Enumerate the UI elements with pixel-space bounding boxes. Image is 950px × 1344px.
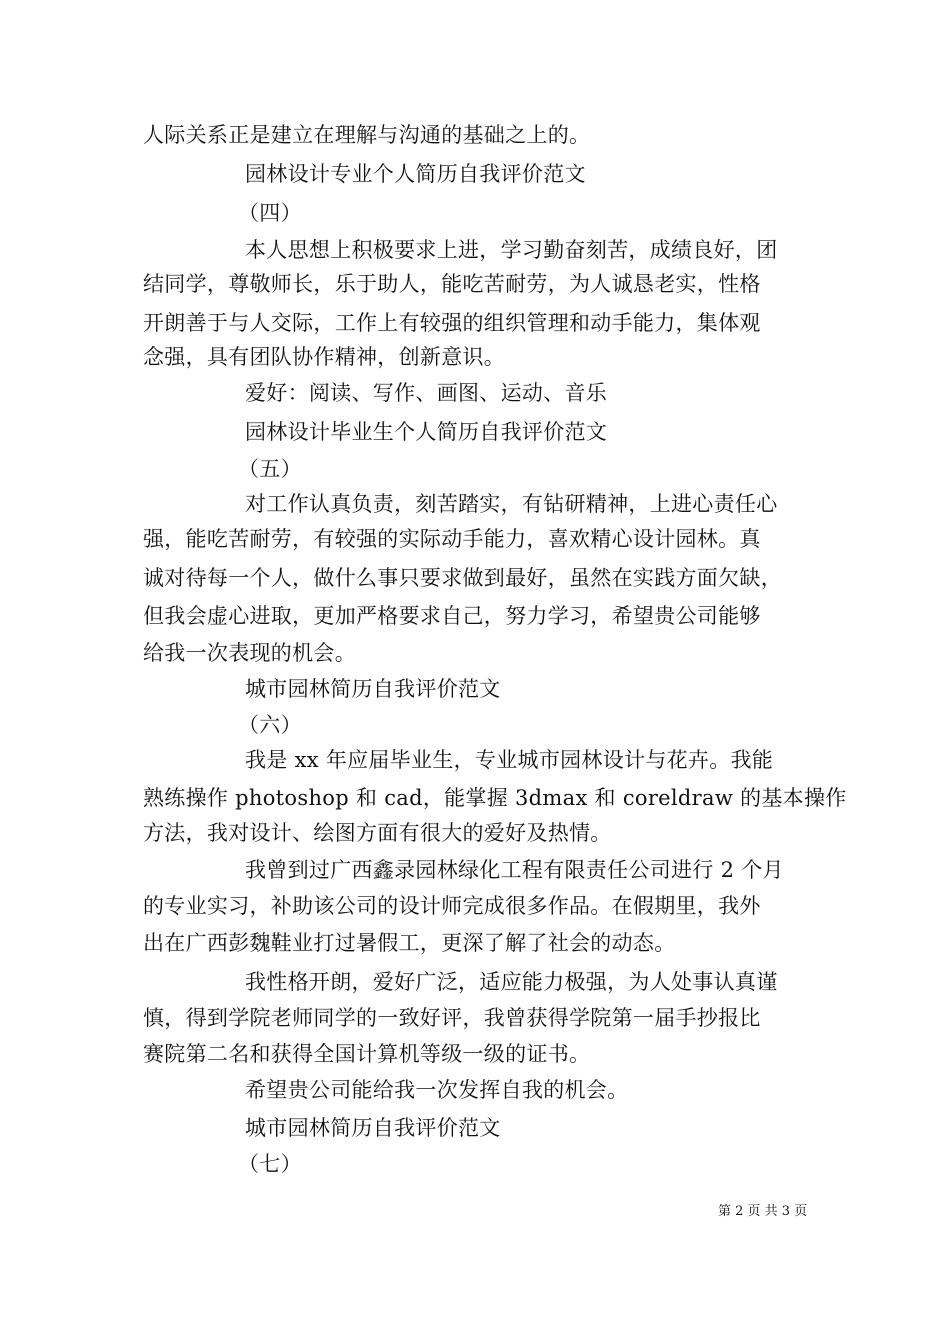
- page-footer: 第 2 页 共 3 页: [718, 1204, 808, 1219]
- text-line: 人际关系正是建立在理解与沟通的基础之上的。: [143, 123, 591, 147]
- text-line: 我性格开朗，爱好广泛，适应能力极强，为人处事认真谨: [245, 970, 778, 994]
- section-number: （四）: [238, 201, 302, 225]
- text-line: 赛院第二名和获得全国计算机等级一级的证书。: [143, 1042, 591, 1066]
- text-line: 希望贵公司能给我一次发挥自我的机会。: [245, 1078, 629, 1102]
- section-number: （五）: [238, 457, 302, 481]
- section-number: （六）: [238, 713, 302, 737]
- text-line: 慎，得到学院老师同学的一致好评，我曾获得学院第一届手抄报比: [143, 1006, 761, 1030]
- text-line: 对工作认真负责，刻苦踏实，有钻研精神，上进心责任心: [245, 492, 778, 516]
- text-line: 的专业实习，补助该公司的设计师完成很多作品。在假期里，我外: [143, 894, 761, 918]
- text-line: 强，能吃苦耐劳，有较强的实际动手能力，喜欢精心设计园林。真: [143, 527, 761, 551]
- text-line: 开朗善于与人交际，工作上有较强的组织管理和动手能力，集体观: [143, 311, 761, 335]
- section-heading: 园林设计专业个人简历自我评价范文: [245, 162, 586, 186]
- text-line: 我是 xx 年应届毕业生，专业城市园林设计与花卉。我能: [245, 748, 774, 772]
- text-line: 结同学，尊敬师长，乐于助人，能吃苦耐劳，为人诚恳老实，性格: [143, 272, 761, 296]
- text-line: 念强，具有团队协作精神，创新意识。: [143, 345, 506, 369]
- section-heading: 城市园林简历自我评价范文: [245, 677, 501, 701]
- text-line: 我曾到过广西鑫录园林绿化工程有限责任公司进行 2 个月: [245, 858, 784, 882]
- text-line: 本人思想上积极要求上进，学习勤奋刻苦，成绩良好，团: [245, 238, 778, 262]
- text-line: 但我会虚心进取，更加严格要求自己，努力学习，希望贵公司能够: [143, 604, 761, 628]
- text-line: 诚对待每一个人，做什么事只要求做到最好，虽然在实践方面欠缺，: [143, 566, 782, 590]
- section-heading: 城市园林简历自我评价范文: [245, 1116, 501, 1140]
- text-line: 给我一次表现的机会。: [143, 641, 356, 665]
- section-heading: 园林设计毕业生个人简历自我评价范文: [245, 420, 608, 444]
- text-line: 爱好：阅读、写作、画图、运动、音乐: [245, 381, 608, 405]
- text-line: 方法，我对设计、绘图方面有很大的爱好及热情。: [143, 821, 612, 845]
- text-line: 出在广西彭魏鞋业打过暑假工，更深了解了社会的动态。: [143, 931, 676, 955]
- text-line: 熟练操作 photoshop 和 cad，能掌握 3dmax 和 coreldraw 的基本操作: [143, 786, 847, 810]
- section-number: （七）: [238, 1152, 302, 1176]
